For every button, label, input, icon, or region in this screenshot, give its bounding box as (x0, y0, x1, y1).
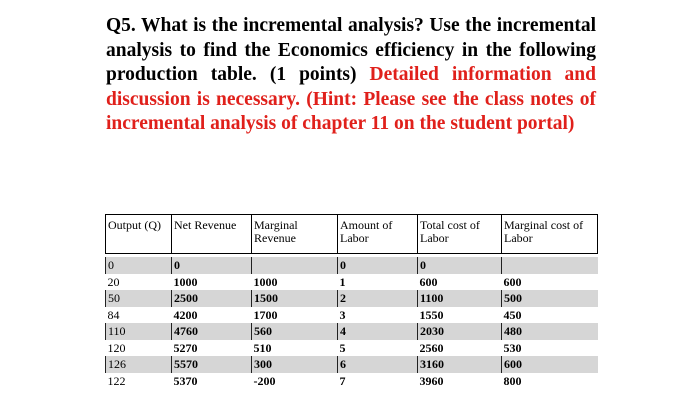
header-marginal-cost-of-labor: Marginal cost of Labor (502, 215, 598, 254)
cell-amount-of-labor: 4 (338, 323, 418, 340)
cell-marginal-cost-of-labor: 600 (503, 274, 522, 289)
cell-total-cost-of-labor: 1100 (418, 290, 502, 307)
table-row (106, 323, 598, 340)
cell-marginal-revenue: 1700 (253, 307, 278, 322)
production-table-container (105, 214, 597, 389)
table-row (106, 257, 598, 274)
cell-marginal-revenue: 1500 (252, 290, 338, 307)
cell-amount-of-labor: 1 (339, 274, 346, 289)
cell-output: 50 (106, 290, 172, 307)
cell-total-cost-of-labor: 600 (419, 274, 438, 289)
cell-marginal-revenue: 560 (252, 323, 338, 340)
cell-amount-of-labor: 5 (339, 340, 346, 355)
cell-amount-of-labor: 3 (339, 307, 346, 322)
table-row (106, 356, 598, 373)
cell-marginal-cost-of-labor: 600 (502, 356, 598, 373)
cell-amount-of-labor: 2 (338, 290, 418, 307)
cell-net-revenue: 5570 (172, 356, 252, 373)
cell-total-cost-of-labor: 3960 (419, 373, 444, 388)
table-row (106, 373, 598, 390)
question-text (106, 14, 596, 137)
cell-marginal-revenue (252, 257, 338, 274)
cell-total-cost-of-labor: 2560 (419, 340, 444, 355)
question-hint-text: Detailed information and discussion is necessary. (Hint: Please see the class notes of incremental analysis of chapter 11 on the student portal) (106, 64, 597, 134)
cell-marginal-revenue: 510 (253, 340, 272, 355)
header-total-cost-of-labor: Total cost of Labor (418, 215, 502, 254)
table-row (106, 340, 598, 357)
cell-net-revenue: 1000 (173, 274, 198, 289)
cell-total-cost-of-labor: 1550 (419, 307, 444, 322)
cell-total-cost-of-labor: 2030 (418, 323, 502, 340)
cell-marginal-cost-of-labor (502, 257, 598, 274)
cell-output: 122 (107, 373, 126, 388)
cell-output: 0 (106, 257, 172, 274)
cell-amount-of-labor: 0 (338, 257, 418, 274)
cell-output: 126 (106, 356, 172, 373)
cell-output: 84 (107, 307, 120, 322)
header-output: Output (Q) (106, 215, 172, 254)
cell-net-revenue: 5270 (173, 340, 198, 355)
cell-marginal-cost-of-labor: 500 (502, 290, 598, 307)
question-main-text: Q5. What is the incremental analysis? Use the incremental analysis to find the Economics efficiency in the following production table. (1 points) (106, 15, 596, 85)
table-row (106, 307, 598, 324)
cell-amount-of-labor: 7 (339, 373, 346, 388)
table-row (106, 274, 598, 291)
cell-total-cost-of-labor: 0 (418, 257, 502, 274)
header-net-revenue: Net Revenue (172, 215, 252, 254)
cell-marginal-cost-of-labor: 530 (503, 340, 522, 355)
cell-net-revenue: 4200 (173, 307, 198, 322)
cell-marginal-revenue: 300 (252, 356, 338, 373)
cell-output: 110 (106, 323, 172, 340)
cell-output: 20 (107, 274, 120, 289)
table-row (106, 290, 598, 307)
header-amount-of-labor: Amount of Labor (338, 215, 418, 254)
cell-marginal-cost-of-labor: 800 (503, 373, 522, 388)
cell-marginal-cost-of-labor: 450 (503, 307, 522, 322)
cell-net-revenue: 5370 (173, 373, 198, 388)
cell-amount-of-labor: 6 (338, 356, 418, 373)
production-table (105, 214, 598, 389)
cell-net-revenue: 4760 (172, 323, 252, 340)
cell-marginal-cost-of-labor: 480 (502, 323, 598, 340)
table-header-row (106, 215, 598, 254)
header-marginal-revenue: Marginal Revenue (252, 215, 338, 254)
cell-total-cost-of-labor: 3160 (418, 356, 502, 373)
cell-net-revenue: 0 (172, 257, 252, 274)
cell-net-revenue: 2500 (172, 290, 252, 307)
cell-marginal-revenue: 1000 (253, 274, 278, 289)
cell-output: 120 (107, 340, 126, 355)
cell-marginal-revenue: -200 (253, 373, 276, 388)
